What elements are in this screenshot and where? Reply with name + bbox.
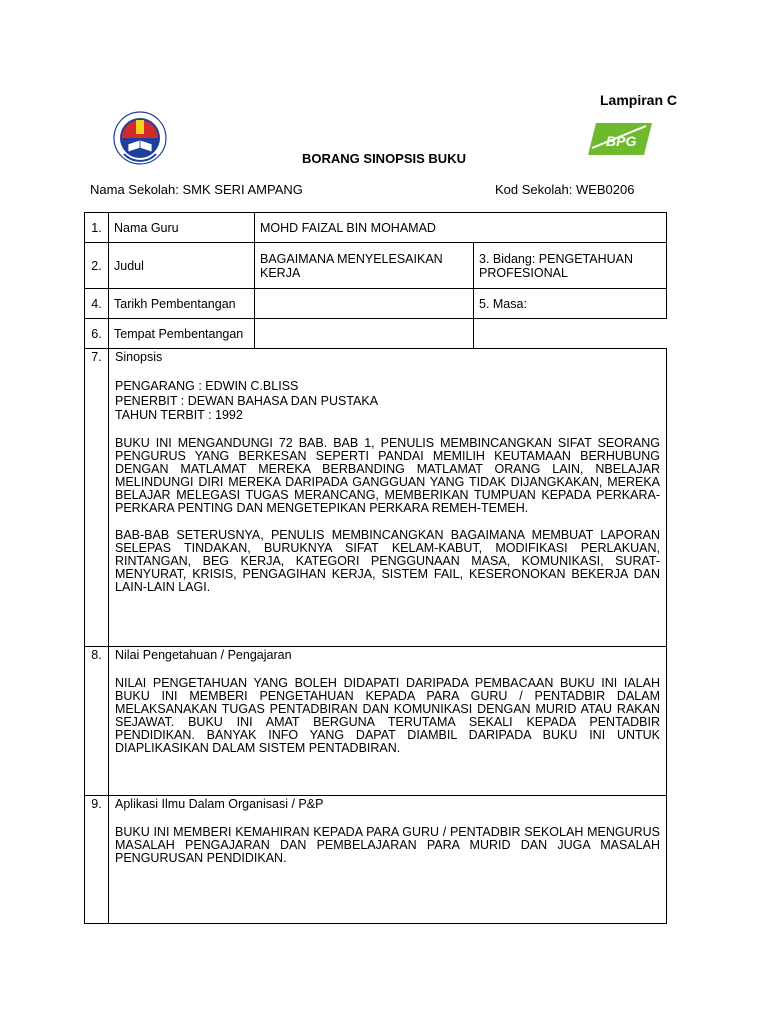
row-number: 2. — [85, 243, 109, 289]
row-number: 7. — [85, 349, 109, 647]
aplikasi-paragraph: BUKU INI MEMBERI KEMAHIRAN KEPADA PARA GURU / PENTADBIR SEKOLAH MENGURUS MASALAH PENGAJARAN DAN PEMBELAJARAN PARA MURID DAN JUGA MASALAH PENGURUSAN PENDIDIKAN. — [115, 825, 660, 865]
table-row — [85, 213, 667, 243]
row-number: 4. — [85, 289, 109, 319]
field-label-tempat: Tempat Pembentangan — [109, 319, 255, 349]
section-nilai — [109, 647, 667, 796]
field-value-judul: BAGAIMANA MENYELESAIKAN KERJA — [255, 243, 474, 289]
field-value-tempat — [255, 319, 474, 349]
row-number: 8. — [85, 647, 109, 796]
book-meta — [115, 379, 660, 423]
section-sinopsis — [109, 349, 667, 647]
field-label-tarikh: Tarikh Pembentangan — [109, 289, 255, 319]
field-bidang: 3. Bidang: PENGETAHUAN PROFESIONAL — [474, 243, 667, 289]
empty-cell — [474, 319, 667, 349]
field-label-judul: Judul — [109, 243, 255, 289]
field-value-tarikh — [255, 289, 474, 319]
synopsis-paragraph-1: BUKU INI MENGANDUNGI 72 BAB. BAB 1, PENULIS MEMBINCANGKAN SIFAT SEORANG PENGURUS YANG BERKESAN SEPERTI PANDAI MEMILIH KEUTAMAAN BERHUBUNG DENGAN MATLAMAT MEREKA BERBANDING MATLAMAT ORANG LAIN, NBELAJAR MELINDUNGI DIRI MEREKA DARIPADA GANGGUAN YANG TIDAK DIJANGKAKAN, MEREKA BELAJAR MELEGASI TUGAS MERANCANG, MEMBERIKAN TUMPUAN KEPADA PERKARA-PERKARA PENTING DAN MENGETEPIKAN PERKARA REMEH-TEMEH. — [115, 435, 660, 515]
synopsis-paragraph-2: BAB-BAB SETERUSNYA, PENULIS MEMBINCANGKAN BAGAIMANA MEMBUAT LAPORAN SELEPAS TINDAKAN, BURUKNYA SIFAT KELAM-KABUT, MODIFIKASI PERLAKUAN, RINTANGAN, BEG KERJA, KATEGORI PENGGUNAAN MASA, KOMUNIKASI, SURAT-MENYURAT, KRISIS, PENGAGIHAN KERJA, SISTEM FAIL, KESERONOKAN BEKERJA DAN LAIN-LAIN LAGI. — [115, 527, 660, 594]
table-row — [85, 289, 667, 319]
section-label-aplikasi: Aplikasi Ilmu Dalam Organisasi / P&P — [115, 797, 324, 811]
book-publisher: PENERBIT : DEWAN BAHASA DAN PUSTAKA — [115, 393, 379, 408]
table-row — [85, 243, 667, 289]
row-number: 1. — [85, 213, 109, 243]
table-row — [85, 319, 667, 349]
section-label-sinopsis: Sinopsis — [115, 350, 163, 364]
lampiran-label: Lampiran C — [600, 92, 678, 108]
school-info — [90, 182, 635, 197]
section-label-nilai: Nilai Pengetahuan / Pengajaran — [115, 648, 292, 662]
table-row — [85, 349, 667, 647]
table-row — [85, 647, 667, 796]
field-label-nama-guru: Nama Guru — [109, 213, 255, 243]
bpg-logo-text: BPG — [606, 133, 637, 149]
nilai-paragraph: NILAI PENGETAHUAN YANG BOLEH DIDAPATI DARIPADA PEMBACAAN BUKU INI IALAH BUKU INI MEMBERI PENGETAHUAN KEPADA PARA GURU / PENTADBIR DALAM MELAKSANAKAN TUGAS PENTADBIRAN DAN KOMUNIKASI DENGAN MURID ATAU RAKAN SEJAWAT. BUKU INI AMAT BERGUNA TERUTAMA SEKALI KEPADA PENTADBIR PENDIDIKAN. BANYAK INFO YANG DAPAT DIAMBIL DARIPADA BUKU INI UNTUK DIAPLIKASIKAN DALAM SISTEM PENTADBIRAN. — [115, 676, 660, 755]
row-number: 9. — [85, 796, 109, 924]
synopsis-form-table — [84, 212, 667, 924]
form-title: BORANG SINOPSIS BUKU — [302, 151, 466, 166]
field-masa: 5. Masa: — [474, 289, 667, 319]
section-aplikasi — [109, 796, 667, 924]
book-author: PENGARANG : EDWIN C.BLISS — [115, 379, 299, 393]
school-code: Kod Sekolah: WEB0206 — [495, 182, 635, 197]
table-row — [85, 796, 667, 924]
school-name: Nama Sekolah: SMK SERI AMPANG — [90, 182, 303, 197]
field-value-nama-guru: MOHD FAIZAL BIN MOHAMAD — [255, 213, 667, 243]
book-year: TAHUN TERBIT : 1992 — [115, 408, 243, 422]
row-number: 6. — [85, 319, 109, 349]
